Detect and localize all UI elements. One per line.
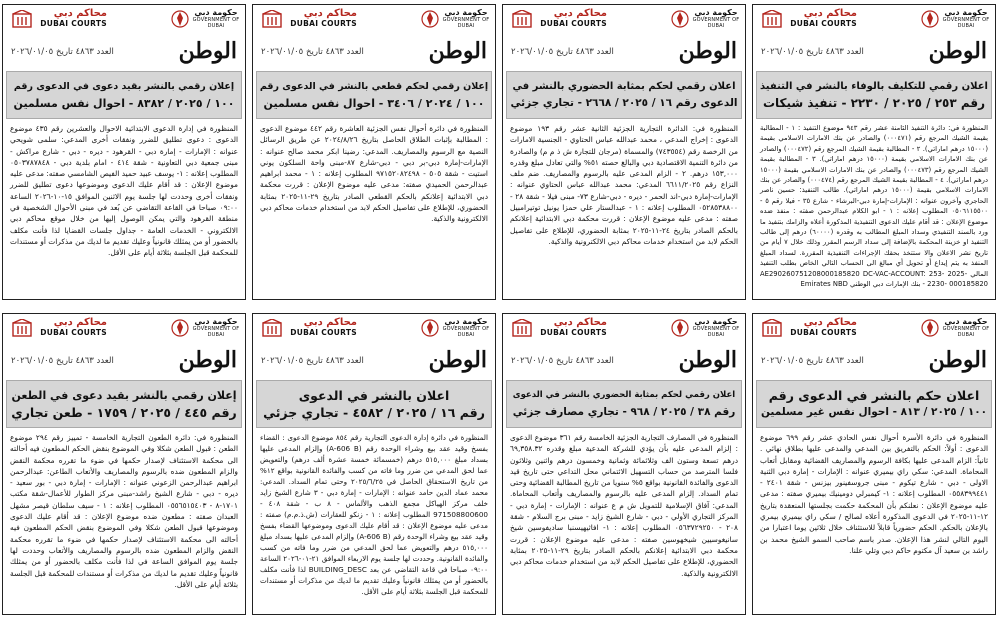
notice-title: اعلان بالنشر في الدعوى رقم ١٦ / ٢٠٢٥ / ٤٥٨٢ - تجاري جزئي [256,380,492,428]
gov-dubai-logo: حكومة دبي GOVERNMENT OF DUBAI [942,317,990,338]
gov-dubai-logo: حكومة دبي GOVERNMENT OF DUBAI [692,8,740,29]
dubai-courts-logo: محاكم دبي DUBAI COURTS [790,8,857,28]
dubai-courts-logo: محاكم دبي DUBAI COURTS [40,317,107,337]
dubai-emblem-icon [171,318,189,338]
gov-dubai-logo: حكومة دبي GOVERNMENT OF DUBAI [442,8,490,29]
courts-building-icon [261,319,283,339]
issue-info: العدد ٤٨٦٣ تاريخ ٢٠٢٦/٠١/٠٥ [261,47,364,57]
courts-building-icon [511,319,533,339]
paper-name: الوطن [178,347,237,373]
courts-building-icon [761,319,783,339]
courts-building-icon [11,319,33,339]
card-header [753,5,995,37]
courts-building-icon [761,10,783,30]
courts-building-icon [11,10,33,30]
issue-info: العدد ٤٨٦٣ تاريخ ٢٠٢٦/٠١/٠٥ [761,356,864,366]
notice-card [502,4,746,300]
dubai-courts-logo: محاكم دبي DUBAI COURTS [40,8,107,28]
dubai-emblem-icon [171,9,189,29]
notice-card [2,4,246,300]
paper-name: الوطن [928,347,987,373]
dubai-courts-logo: محاكم دبي DUBAI COURTS [290,317,357,337]
paper-name: الوطن [428,38,487,64]
notice-card [252,313,496,615]
notice-body: المنظورة في: دائرة الطعون التجارية الخامسة - تمييز رقم ٢٩٤ موضوع الطعن : قبول الطعن شكلا وفي الموضوع بنقض الحكم المطعون فيه أحالته الى محكمة الاستئناف لإصدار حكمها في ضوء ما تقرره محكمة النقض والزام المطعون ضده بالرسوم والمصاريف والأتعاب الطاعن: عبدالرحمن ابراهيم عبدالرحمن الزعوني عنوانه : الإمارات - إمارة دبي - بور سعيد - ديره - دبي - شارع الشيخ راشد-مبنى مركز الطوار للأعمال-شقة مكتب ١٧٠١-٨ - ٠٥٥٦٥١٥٤٠٣ المطلوب إعلانه : ١ - سيف سلطان قيصر مشهل العبدان صفته : مطعون ضده موضوع الإعلان : قد أقام عليك الدعوى وموضوعها قبول الطعن شكلا وفي الموضوع بنقض الحكم المطعون فيه أحالته الى محكمة الاستئناف لإصدار حكمها في ضوء ما تقرره محكمة النقض والزام المطعون ضده بالرسوم والمصاريف والأتعاب وحددت لها جلسة يوم الموافق الساعة في لذا فأنت مكلف بالحضور أو من يمثلك قانونياً وعليك تقديم ما لديك من مذكرات أو مستندات للمحكمة قبل الجلسة بثلاثة أيام على الأقل. [10,433,238,589]
notice-title: اعلان رقمي لحكم بمثابة الحضوري بالنشر في الدعوى رقم ١٦ / ٢٠٢٥ / ٢٦٦٨ - تجاري جزئي [506,71,742,119]
notice-body: المنظورة في المصارف التجارية الجزئية الخامسة رقم ٣٦١ موضوع الدعوى : إلزام المدعى عليه بأن يؤدي للشركة المدعية مبلغ وقدره ٦٩,٣٥٨.٣٢ درهم تسعة وستون الف وثلاثمائة وثمانية وخمسون درهم واثنين وثلاثون فلسا المترصد من حساب التسهيل الائتماني محل التداعي حتى تاريخ قيد الدعوى والفائدة القانونية بواقع ٥% سنويا من تاريخ المطالبة القضائية وحتى تمام السداد. إلزام المدعى عليه بالرسوم والمصاريف وأتعاب المحاماة. المدعي: آفاق الإسلامية للتمويل ش م ع عنوانه : الإمارات - إمارة دبي - المركز التجاري الأولي - دبي - شارع الشيخ زايد - مبنى برج السلام - شقة ٢٠٨ - ٠٥٦٣٧٢٩٢٥٠ المطلوب إعلانه : ١- افاثيهيسنبا ساديفوسين شيخ سانيغوسيين شيخهوسين صفته : مدعى عليه موضوع الإعلان : قررت محكمة دبي الابتدائية إعلانكم بالحكم الصادر بتاريخ ٢٩-١١-٢٠٢٥ بمثابة الحضوري، للإطلاع على تفاصيل الحكم لابد من استخدام خدمات محاكم دبي الالكترونية والذكية. [510,433,738,578]
gov-dubai-logo: حكومة دبي GOVERNMENT OF DUBAI [192,8,240,29]
dubai-courts-logo: محاكم دبي DUBAI COURTS [790,317,857,337]
paper-name: الوطن [428,347,487,373]
card-header [3,5,245,37]
dubai-emblem-icon [421,9,439,29]
card-header [253,314,495,346]
issue-info: العدد ٤٨٦٣ تاريخ ٢٠٢٦/٠١/٠٥ [511,356,614,366]
dubai-emblem-icon [671,318,689,338]
notice-title: اعلان رقمي لحكم بمثابة الحضوري بالنشر في الدعوى رقم ٣٨ / ٢٠٢٥ / ٩٦٨ - تجاري مصارف جزئي [506,380,742,428]
courts-building-icon [511,10,533,30]
notice-card [752,4,996,300]
gov-dubai-logo: حكومة دبي GOVERNMENT OF DUBAI [692,317,740,338]
notice-body: المنظورة في: الدائرة التجارية الجزئية الثانية عشر رقم ١٩٣ موضوع الدعوى : إخراج المدعي ، محمد عبدالله عباس الحتاوي - الجنسية الامارات من الرخصة رقم (٧٤٣٥٥٤) والمسماة (مرجان للتجارة ش ذ م م) والصادرة من دائرة التنمية الاقتصادية دبي والبالغ حصته ٥١% والتي تعادل مبلغ وقدره ١٥٣,٠٠٠ درهم. ٢ - الزام المدعى عليه بالرسوم والمصاريف. ضم ملف النزاع رقم ٦٦١١/٢٠٢٥ المدعي: محمد عبدالله عباس الحتاوي عنوانه : الإمارات-إمارة دبي-اند الحمر - ديره - دبي-شارع ٧٣- مبنى فيلا - شقة ٢٨ - ٠٥٢٨٥٣٨٨٠٠ المطلوب إعلانه : ١ - عبدالستار علي حمزا يونيل توتيرامبيل صفته : مدعى عليه موضوع الإعلان : قررت محكمة دبي الابتدائية إعلانكم بالحكم الصادر بتاريخ ٢٤-١١-٢٠٢٥ بمثابة الحضوري، للإطلاع على تفاصيل الحكم لابد من استخدام خدمات محاكم دبي الالكترونية والذكية. [510,124,738,246]
gov-dubai-logo: حكومة دبي GOVERNMENT OF DUBAI [442,317,490,338]
dubai-emblem-icon [921,9,939,29]
issue-info: العدد ٤٨٦٣ تاريخ ٢٠٢٦/٠١/٠٥ [261,356,364,366]
card-header [753,314,995,346]
card-header [503,5,745,37]
card-header [503,314,745,346]
dubai-courts-logo: محاكم دبي DUBAI COURTS [540,317,607,337]
dubai-courts-logo: محاكم دبي DUBAI COURTS [540,8,607,28]
notice-title: اعلان حكم بالنشر في الدعوى رقم ١٠٠ / ٢٠٢٥ / ٨١٣ - احوال نفس غير مسلمين [756,380,992,428]
notice-card [2,313,246,615]
notice-body: المنظورة في دائرة إدارة الدعوى التجارية رقم ٨٥٤ موضوع الدعوى : القضاء بفسخ وقيد عقد بيع وشراء الوحدة رقم (A-606 B) وإلزام المدعى عليها بسداد مبلغ ٥١٥,٠٠٠ درهم (خمسمائة خمسة عشرة ألف درهم) والتعويض عما لحق المدعي من ضرر وما فاته من كسب والفائدة القانونية بواقع ١٢% من تاريخ الاستحقاق الحاصل في ٢٠٢٥/٦/٢٥ وحتى تمام السداد. المدعي: محمد عماد الدين حامد عنوانه : الإمارات - إمارة دبي - ٣ شارع الشيخ زايد خلف مركز الهياكل مجمع الذهب والألماس - ٨ ب - شقة ٤٠٨ - 971508800600 المطلوب إعلانه : ١ - زنكو للعقارات (ش.ذ.م.م) صفته : مدعى عليه موضوع الإعلان : قد أقام عليك الدعوى وموضوعها القضاء بفسخ وقيد عقد بيع وشراء الوحدة رقم (A-606 B) وإلزام المدعى عليها بسداد مبلغ ٥١٥,٠٠٠ درهم والتعويض عما لحق المدعي من ضرر وما فاته من كسب والفائدة القانونية. وحددت لها جلسة يوم الاربعاء الموافق ٢١-٠١-٢٠٢٦ الساعة ٠٩:٠٠ صباحا في قاعة التقاضي عن بعد BUILDING_DESC لذا فأنت مكلف بالحضور أو من يمثلك قانونياً وعليك تقديم ما لديك من مذكرات أو مستندات للمحكمة قبل الجلسة بثلاثة أيام على الأقل. [260,433,488,596]
paper-name: الوطن [678,347,737,373]
issue-info: العدد ٤٨٦٣ تاريخ ٢٠٢٦/٠١/٠٥ [11,47,114,57]
notice-title: إعلان رقمي بالنشر بقيد دعوى في الطعن رقم ٤٤٥ / ٢٠٢٥ / ١٧٥٩ - طعن تجاري [6,380,242,428]
notice-body: المنظورة في دائرة الأسرة أحوال نفس الحادي عشر رقم ٦٩٩ موضوع الدعوى : أولاً: الحكم بالتفريق بين المدعي والمدعى عليها بطلاق نهائي . ثانياً: الزام المدعى عليها بكافة الرسوم والمصاريف القضائية ومقابل أتعاب المحاماة. المدعي: سكي راي بيميري عنوانه : الإمارات - إمارة دبي الثنية الاولى - دبي - شارع تيكوم - مبنى جروسفينور بيزنس - شقة ٢٤٠١ - ٠٥٥٨٣٩٩٤٤١ المطلوب إعلانه : ١- كيمبرلي دومينيك بيميري صفته : مدعى عليه موضوع الإعلان : نعلنكم بأن المحكمة حكمت بجلستها المنعقدة بتاريخ ١٢-١١-٢٠٢٥ في الدعوى المذكورة أعلاه لصالح / سكي راي بيميري بيمري بالإعلان بالحكم. الحكم حضورياً قابلاً للاستئناف خلال ثلاثين يوما اعتبارا من اليوم التالي لنشر هذا الإعلان. صدر باسم صاحب السمو الشيخ محمد بن راشد بن سعيد آل مكتوم حاكم دبي وتلي علنا. [760,433,988,555]
issue-info: العدد ٤٨٦٣ تاريخ ٢٠٢٦/٠١/٠٥ [11,356,114,366]
notice-title: إعلان رقمي لحكم قطعي بالنشر في الدعوى رقم ١٠٠ / ٢٠٢٤ / ٣٤٠٦ - احوال نفس مسلمين [256,71,492,119]
dubai-emblem-icon [921,318,939,338]
notice-card [502,313,746,615]
card-header [3,314,245,346]
notice-card [252,4,496,300]
notice-body: المنظورة في: دائرة التنفيذ الثامنة عشر رقم ٩٤٣ موضوع التنفيذ : ١ - المطالبة بقيمة الشيك المرجع رقم (٠٠٠٤٧١) والصادر عن بنك الامارات الاسلامي بقيمة (١٥٠٠٠ درهم اماراتي). ٢ - المطالبة بقيمة الشيك المرجع رقم (٠٠٠٤٧٢) والصادر عن بنك الامارات الاسلامي بقيمة (١٥٠٠٠ درهم اماراتي). ٣ - المطالبة بقيمة الشيك المرجع رقم (٠٠٠٤٧٣) والصادر عن بنك الامارات الاسلامي بقيمة (١٥٠٠٠ درهم اماراتي). ٤ - المطالبة بقيمة الشيك المرجع رقم (٠٠٠٤٧٤) والصادر عن بنك الامارات الاسلامي بقيمة (١٥٠٠٠ درهم اماراتي). طالب التنفيذ: حسين ناصر الحاجري وآخرون عنوانه : الإمارات-إمارة دبي-البرشاء - شارع ٣٥ - فيلا رقم ٥ - ٠٥٠٦١١٥٥٠٠ المطلوب إعلانه : ١ - ابو الكلام عبدالرحمن صفته : منفذ ضده موضوع الإعلان : قد أقام عليك الدعوى التنفيذية المذكورة أعلاه والزامك بتنفيذ ما ورد بالسند التنفيذي وسداد المبلغ المطالب به وقدره (٦٠٠٠٠) درهم إلى طالب التنفيذ او خزينة المحكمة بالإضافة إلى سداد الرسم المقرر وذلك خلال ٧ أيام من تاريخ نشر الاعلان والا ستتخذ بحقك الإجراءات التنفيذية المقررة. لسداد المبلغ المنفذ به يتم إيداع أو تحويل أي مبالغ الى الحساب التالي الخاص بطلب التنفيذ المالي AE290260751208000185820 DC-VAC-ACCOUNT: 253- 2025- 2230- 000185820 - بنك الإمارات دبي الوطني Emirates NBD [760,124,989,289]
dubai-emblem-icon [671,9,689,29]
dubai-emblem-icon [421,318,439,338]
notice-title: إعلان رقمي بالنشر بقيد دعوى في الدعوى رقم ١٠٠ / ٢٠٢٥ / ٨٣٨٢ - احوال نفس مسلمين [6,71,242,119]
notice-card [752,313,996,615]
paper-name: الوطن [178,38,237,64]
card-header [253,5,495,37]
notice-body: المنظورة في إدارة الدعوى الابتدائية الاحوال والعشرين رقم ٤٣٥ موضوع الدعوى : دعوى تطليق للضرر ونفقات أخرى المدعي: سلمى شويحي عنوانه : الإمارات - إمارة دبي - القرهود - ديره - دبي - شارع مراكش - مبنى جمعية دبي التعاونية - شقة ٤١٤ - امام بلدية دبي - ٠٥٠٣٧٨٧٨٤٨ المطلوب إعلانه : ١- يوسف عبيد حميد الفيص الشامسي صفته: مدعى عليه موضوع الإعلان : قد أقام عليك الدعوى وموضوعها دعوى تطليق للضرر ونفقات أخرى وحددت لها جلسة يوم الاثنين الموافق ١٥-١٠-٢٠٢٦ الساعة ٠٩:٠٠ صباحا في القاعة التقاضي عن بُعد في مبنى الأحوال الشخصية في منطقة القرهود والتي يمكن الوصول إليها من خلال موقع محاكم دبي الالكتروني - الخدمات العامة - جداول جلسات القضايا لذا فأنت مكلف بالحضور أو من يمثلك قانونياً وعليك تقديم ما لديك من مذكرات أو مستندات للمحكمة قبل الجلسة بثلاثة أيام على الأقل. [10,124,238,258]
paper-name: الوطن [928,38,987,64]
dubai-courts-logo: محاكم دبي DUBAI COURTS [290,8,357,28]
gov-dubai-logo: حكومة دبي GOVERNMENT OF DUBAI [192,317,240,338]
issue-info: العدد ٤٨٦٣ تاريخ ٢٠٢٦/٠١/٠٥ [511,47,614,57]
notice-title: اعلان رقمي للتكليف بالوفاء بالنشر في التنفيذ رقم ٢٥٣ / ٢٠٢٥ / ٢٢٣٠ - تنفيذ شيكات [756,71,992,119]
gov-dubai-logo: حكومة دبي GOVERNMENT OF DUBAI [942,8,990,29]
paper-name: الوطن [678,38,737,64]
courts-building-icon [261,10,283,30]
issue-info: العدد ٤٨٦٣ تاريخ ٢٠٢٦/٠١/٠٥ [761,47,864,57]
notice-body: المنظورة في دائرة أحوال نفس الجزئية العاشرة رقم ٤٤٢ موضوع الدعوى : المطالبة بإثبات الطلاق الحاصل بتاريخ ٢٠٢٤/٨/٢٦ عن طريق الرسائل النصية مع الرسوم والمصاريف. المدعي: رضينا ابكر محمد صالح عنوانه : الإمارات-إمارة دبي-بر دبي - دبي-شارع ٨٧-مبنى واحة السلكون يوني استيت - شقة ٥٠٥ - ٩٧١٥٢٠٨٢٤٩٨ المطلوب إعلانه : ١ - محمد ابراهيم عبدالرحمن الحميدي صفته: مدعى عليه موضوع الإعلان : قررت محكمة دبي الابتدائية إعلانكم بالحكم القطعي الصادر بتاريخ ٢٩-١١-٢٠٢٥ بمثابة الحضوري، للإطلاع على تفاصيل الحكم لابد من استخدام خدمات محاكم دبي الالكترونية والذكية. [260,124,489,224]
